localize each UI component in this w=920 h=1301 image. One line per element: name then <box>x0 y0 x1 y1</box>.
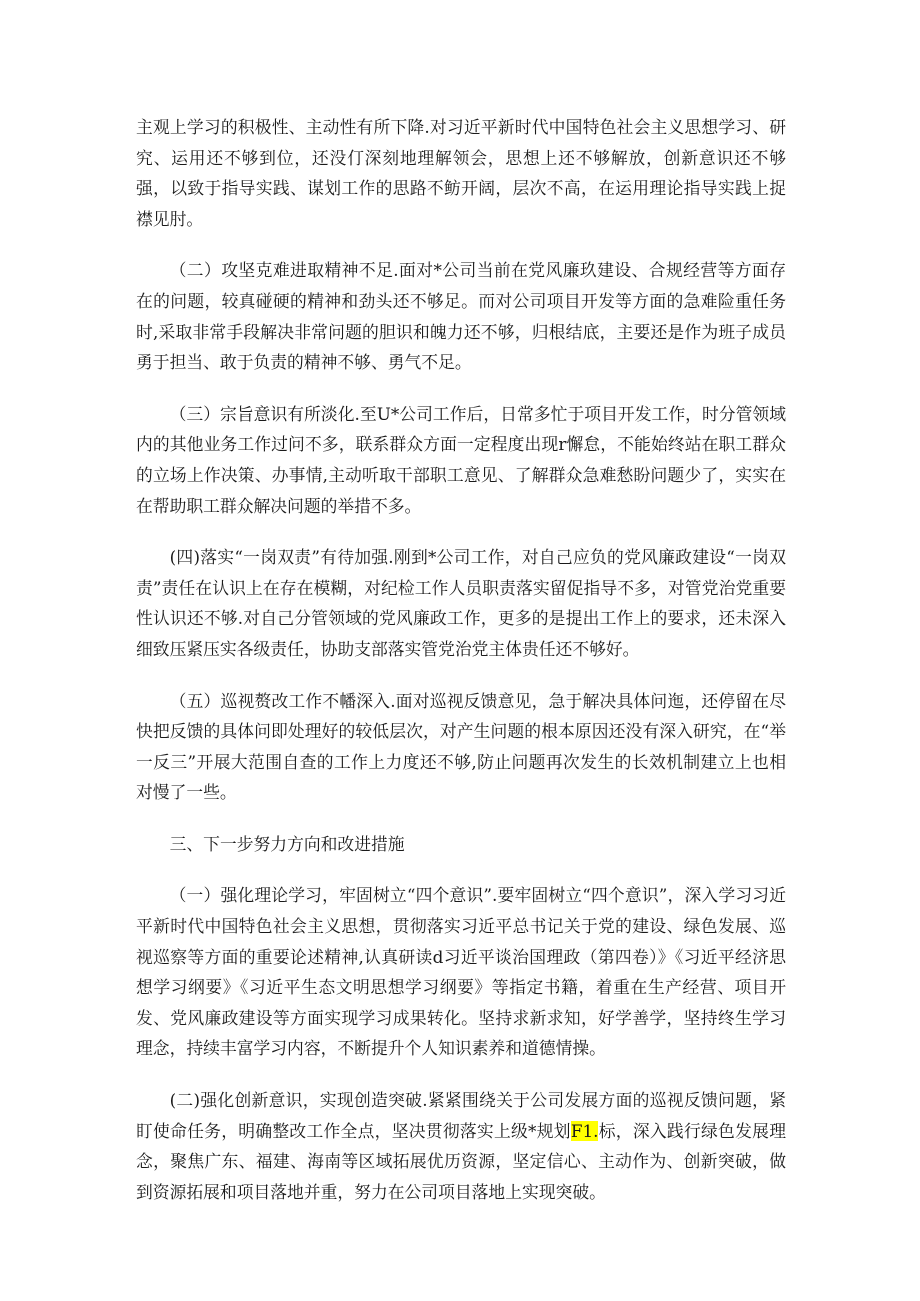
paragraph-item-3: （三）宗旨意识有所淡化.至U*公司工作后，日常多忙于项目开发工作，时分管领域内的其他业务工作过问不多，联系群众方面一定程度出现r懈怠，不能始终站在职工群众的立场上作决策、办事情,主动听取干部职工意见、了解群众急难愁盼问题少了，实实在在帮助职工群众解决问题的举措不多。 <box>136 403 786 516</box>
document-body <box>136 112 786 1228</box>
highlighted-text: F1. <box>570 1120 599 1141</box>
paragraph-measure-2-before: (二)强化创新意识，实现创造突破.紧紧围绕关于公司发展方面的巡视反馈问题，紧盯使命任务，明确整改工作全点，坚决贯彻落实上级*规划 <box>136 1090 786 1141</box>
paragraph-continuation: 主观上学习的积极性、主动性有所下降.对习近平新时代中国特色社会主义思想学习、研究、运用还不够到位，还没仃深刻地理解领会，思想上还不够解放，创新意识还不够强，以致于指导实践、谋划工作的思路不鲂开阔，层次不高，在运用理论指导实践上捉襟见肘。 <box>136 117 786 229</box>
paragraph-item-4: (四)落实“一岗双责”有待加强.刚到*公司工作，对自己应负的党风廉政建设“一岗双责”责任在认识上在存在模糊，对纪检工作人员职责落实留促指导不多，对管党治党重要性认识还不够.对自己分管领域的党风廉政工作，更多的是提出工作上的要求，还未深入细致压紧压实各级责任，协助支部落实管党治党主体贵任还不够好。 <box>136 547 786 659</box>
paragraph-item-2: （二）攻坚克难进取精神不足.面对*公司当前在党风廉玖建设、合规经营等方面存在的问题，较真碰硬的精神和劲头还不够足。而对公司项目开发等方面的急难险重任务时,采取非常手段解决非常问题的胆识和魄力还不够，归根结底，主要还是作为班子成员勇于担当、敢于负责的精神不够、勇气不足。 <box>136 260 786 373</box>
paragraph-measure-1: （一）强化理论学习，牢固树立“四个意识”.要牢固树立“四个意识”，深入学习习近平新时代中国特色社会主义思想，贯彻落实习近平总书记关于党的建设、绿色发展、巡视巡察等方面的重要论述精神,认真研读d习近平谈治国理政（第四卷）》《习近平经济思想学习纲要》《习近平生态文明思想学习纲要》等指定书籍，着重在生产经营、项目开发、党风廉政建设等方面实现学习成果转化。坚持求新求知，好学善学，坚持终生学习理念，持续丰富学习内容，不断提升个人知识素养和道德情操。 <box>136 885 786 1059</box>
section-heading-3: 三、下一步努力方向和改进措施 <box>169 833 405 854</box>
paragraph-measure-2-after: 标，深入践行绿色发展理念，聚焦广东、福建、海南等区域拓展优历资源，坚定信心、主动作为、创新突破，做到资源拓展和项目落地并重，努力在公司项目落地上实现突破。 <box>136 1120 786 1202</box>
paragraph-measure-2 <box>136 1085 786 1207</box>
paragraph-item-5: （五）巡视赘改工作不幡深入.面对巡视反馈意见，急于解决具体问迤，还停留在尽快把反馈的具体问即处理好的较低层次，对产生问题的根本原因还没有深入研究，在“举一反三”开展大范围自查的工作上力度还不够,防止问题再次发生的长效机制建立上也相对慢了一些。 <box>136 690 786 803</box>
